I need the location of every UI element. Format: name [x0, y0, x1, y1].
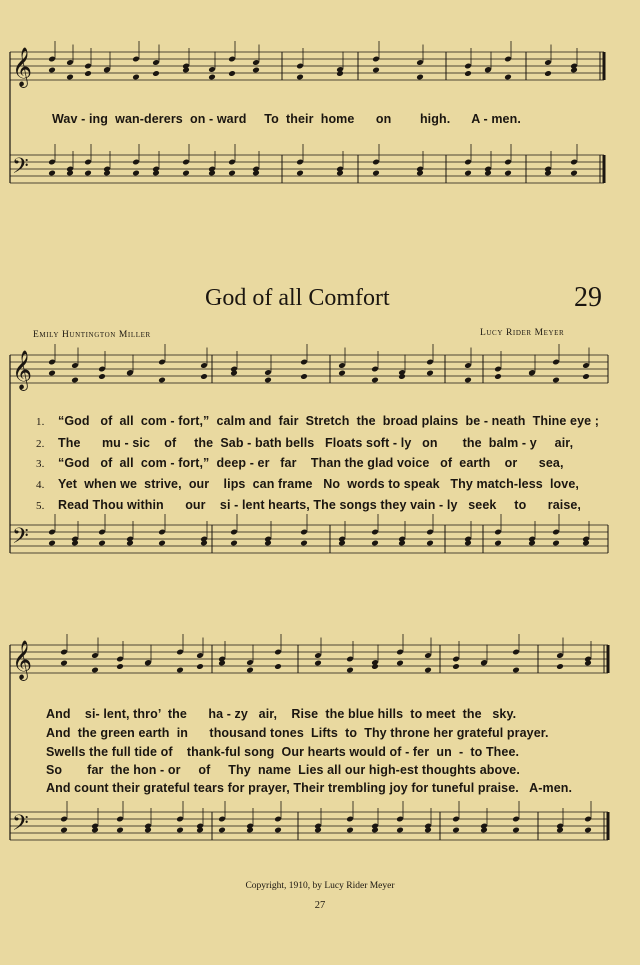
top-system-bass-note: [48, 170, 56, 177]
verse-4-line-2: So far the hon - or of Thy name Lies all our high-est thoughts above.: [46, 763, 520, 777]
composer-credit: Lucy Rider Meyer: [480, 328, 565, 338]
top-system-treble-clef-icon: 𝄞: [12, 47, 33, 87]
author-credit: Emily Huntington Miller: [33, 330, 151, 340]
hymn-system-2-treble-note: [424, 667, 432, 674]
hymn-system-2-bass-note: [274, 827, 282, 834]
verse-1-line-2: And si- lent, thro’ the ha - zy air, Rise the blue hills to meet the sky.: [46, 707, 517, 721]
top-system-treble-note: [84, 70, 92, 77]
top-system-treble-note: [416, 74, 424, 81]
verse-2-line-2: And the green earth in thousand tones Lifts to Thy throne her grateful prayer.: [46, 726, 549, 740]
hymn-system-2-treble-note: [116, 663, 124, 670]
top-system-treble-note: [228, 70, 236, 77]
hymn-system-1-bass-note: [48, 540, 56, 547]
hymn-system-2-treble-note: [556, 663, 564, 670]
hymn-system-2-bass-note: [346, 827, 354, 834]
hymn-system-2-bass-note: [452, 827, 460, 834]
verse-1-line-1: 1. “God of all com - fort,” calm and fair Stretch the broad plains be - neath Thine eye ;: [36, 414, 600, 428]
hymn-system-1-bass-note: [300, 540, 308, 547]
hymn-system-1-bass-note: [494, 540, 502, 547]
hymn-system-1-bass-note: [98, 540, 106, 547]
hymn-system-1-treble-note: [158, 377, 166, 384]
top-system-bass-note: [228, 170, 236, 177]
top-system-treble-note: [464, 70, 472, 77]
hymn-system-1-treble-note: [426, 370, 434, 377]
top-system-bass-note: [182, 170, 190, 177]
top-system-bass-note: [84, 170, 92, 177]
hymn-system-2-treble-note: [512, 667, 520, 674]
copyright-notice: Copyright, 1910, by Lucy Rider Meyer: [245, 881, 395, 891]
top-system-treble-note: [252, 67, 260, 74]
hymn-number: 29: [574, 282, 602, 313]
top-system-treble-note: [152, 70, 160, 77]
top-system-treble-note: [48, 67, 56, 74]
verse-4-line-1: 4. Yet when we strive, our lips can frame No words to speak Thy match-less love,: [36, 477, 579, 491]
hymn-system-1-bass-note: [230, 540, 238, 547]
top-system-treble-note: [208, 74, 216, 81]
hymn-system-2-treble-note: [176, 667, 184, 674]
hymn-system-1-treble-note: [200, 373, 208, 380]
hymn-system-1-bass-note: [371, 540, 379, 547]
hymn-system-1-treble-note: [48, 370, 56, 377]
hymn-system-2-treble-note: [346, 667, 354, 674]
verse-5-line-2: And count their grateful tears for prayer, Their trembling joy for tuneful praise. A-men.: [46, 781, 573, 795]
hymn-system-2-treble-note: [396, 660, 404, 667]
top-system-treble-note: [296, 74, 304, 81]
hymn-system-1-treble-note: [552, 377, 560, 384]
hymn-system-2-bass-note: [60, 827, 68, 834]
hymn-system-2-treble-note: [246, 667, 254, 674]
hymn-title: God of all Comfort: [205, 285, 390, 311]
hymn-system-2-treble-note: [452, 663, 460, 670]
hymn-system-1-treble-note: [371, 377, 379, 384]
hymn-system-2-treble-note: [196, 663, 204, 670]
verse-2-line-1: 2. The mu - sic of the Sab - bath bells Floats soft - ly on the balm - y air,: [36, 436, 574, 450]
hymn-system-1-treble-note: [264, 377, 272, 384]
hymn-system-1-bass-clef-icon: 𝄢: [12, 524, 29, 554]
hymn-system-1-bass-note: [158, 540, 166, 547]
verse-5-line-1: 5. Read Thou within our si - lent hearts, The songs they vain - ly seek to raise,: [36, 498, 582, 512]
hymn-system-1-treble-note: [98, 373, 106, 380]
hymn-system-1-treble-clef-icon: 𝄞: [12, 350, 33, 390]
top-system-bass-note: [132, 170, 140, 177]
hymn-system-2-bass-note: [116, 827, 124, 834]
hymn-system-1-treble-note: [494, 373, 502, 380]
hymn-system-2-bass-note: [396, 827, 404, 834]
top-hymn-lyric: Wav - ing wan-derers on - ward To their home on high. A - men.: [52, 112, 521, 126]
hymn-system-1-treble-note: [300, 373, 308, 380]
hymn-system-2-treble-note: [274, 663, 282, 670]
top-system-treble-note: [544, 70, 552, 77]
verse-3-line-1: 3. “God of all com - fort,” deep - er far Than the glad voice of earth or sea,: [36, 456, 564, 470]
top-system-bass-clef-icon: 𝄢: [12, 154, 29, 184]
top-system-treble-note: [372, 67, 380, 74]
top-system-bass-note: [372, 170, 380, 177]
hymn-system-1-treble-note: [71, 377, 79, 384]
hymn-system-1-bass-note: [552, 540, 560, 547]
hymn-system-2-treble-clef-icon: 𝄞: [12, 640, 33, 680]
top-system-treble-note: [132, 74, 140, 81]
top-system-bass-note: [570, 170, 578, 177]
hymn-system-2-bass-note: [584, 827, 592, 834]
top-system-bass-note: [296, 170, 304, 177]
verse-3-line-2: Swells the full tide of thank-ful song Our hearts would of - fer un - to Thee.: [46, 745, 520, 759]
hymn-system-2-treble-note: [60, 660, 68, 667]
hymn-system-2-treble-note: [314, 660, 322, 667]
hymn-system-1-bass-note: [426, 540, 434, 547]
page-number: 27: [314, 900, 326, 911]
hymn-system-1-treble-note: [582, 373, 590, 380]
hymn-system-2-bass-note: [176, 827, 184, 834]
hymn-system-2-bass-note: [218, 827, 226, 834]
hymn-system-2-bass-note: [512, 827, 520, 834]
hymn-system-2-treble-note: [91, 667, 99, 674]
top-system-treble-note: [504, 74, 512, 81]
top-system-bass-note: [504, 170, 512, 177]
top-system-treble-note: [66, 74, 74, 81]
hymn-system-1-treble-note: [464, 377, 472, 384]
hymn-system-2-bass-clef-icon: 𝄢: [12, 811, 29, 841]
hymn-system-1-treble-note: [338, 370, 346, 377]
top-system-bass-note: [464, 170, 472, 177]
